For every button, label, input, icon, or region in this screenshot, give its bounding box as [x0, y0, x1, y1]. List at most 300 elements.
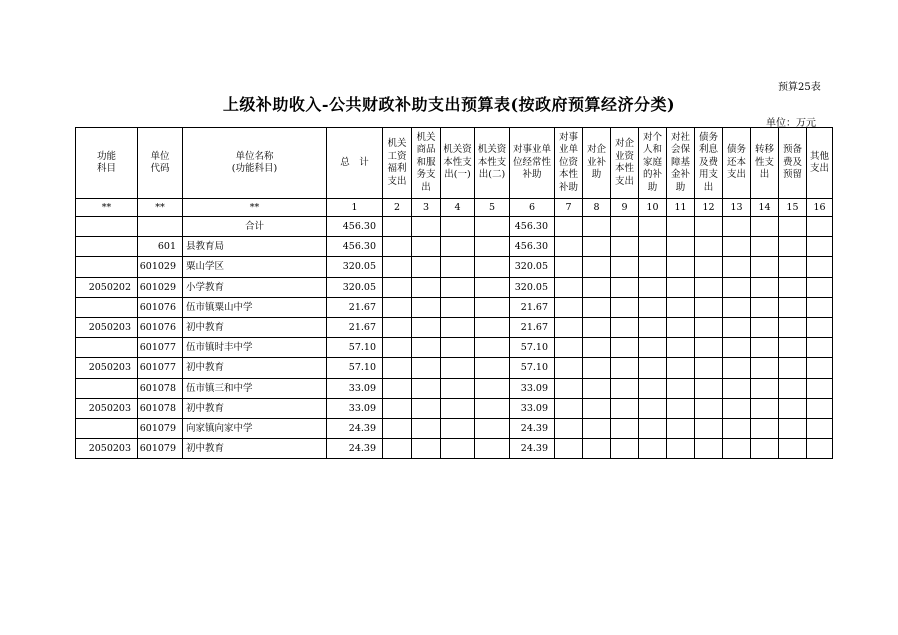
index-cell: 5 — [475, 199, 510, 217]
empty-cell — [475, 398, 510, 418]
empty-cell — [723, 419, 751, 439]
table-row — [76, 257, 833, 277]
empty-cell — [383, 398, 412, 418]
total-cell: 33.09 — [327, 398, 383, 418]
empty-cell — [779, 439, 807, 459]
empty-cell — [611, 419, 639, 439]
empty-cell — [779, 217, 807, 237]
column-header-label: 单位名称 (功能科目) — [231, 150, 278, 174]
institution-subsidy-cell: 33.09 — [510, 398, 555, 418]
index-cell: ** — [76, 199, 138, 217]
empty-cell — [807, 277, 833, 297]
index-cell: 13 — [723, 199, 751, 217]
index-cell: 14 — [751, 199, 779, 217]
index-cell: 11 — [667, 199, 695, 217]
column-header — [667, 128, 695, 199]
column-header-label: 机关资 本性支 出(二) — [477, 144, 507, 181]
column-header — [327, 128, 383, 199]
empty-cell — [695, 277, 723, 297]
total-cell: 320.05 — [327, 277, 383, 297]
empty-cell — [383, 237, 412, 257]
column-header-label: 机关 商品 和服 务支 出 — [416, 131, 436, 193]
empty-cell — [583, 318, 611, 338]
index-cell: 2 — [383, 199, 412, 217]
empty-cell — [583, 217, 611, 237]
empty-cell — [779, 277, 807, 297]
empty-cell — [555, 237, 583, 257]
empty-cell — [807, 257, 833, 277]
empty-cell — [583, 237, 611, 257]
empty-cell — [667, 297, 695, 317]
unit-code-cell: 601 — [138, 237, 183, 257]
total-cell: 320.05 — [327, 257, 383, 277]
institution-subsidy-cell: 24.39 — [510, 439, 555, 459]
empty-cell — [779, 398, 807, 418]
column-header — [639, 128, 667, 199]
empty-cell — [723, 439, 751, 459]
unit-code-cell: 601078 — [138, 378, 183, 398]
empty-cell — [611, 257, 639, 277]
func-code-cell: 2050203 — [76, 439, 138, 459]
column-header — [183, 128, 327, 199]
empty-cell — [583, 257, 611, 277]
empty-cell — [441, 217, 475, 237]
column-header-label: 机关资 本性支 出(一) — [443, 144, 472, 181]
index-cell: 12 — [695, 199, 723, 217]
empty-cell — [639, 439, 667, 459]
empty-cell — [475, 257, 510, 277]
empty-cell — [412, 257, 441, 277]
empty-cell — [807, 419, 833, 439]
empty-cell — [611, 398, 639, 418]
empty-cell — [555, 318, 583, 338]
institution-subsidy-cell: 21.67 — [510, 318, 555, 338]
column-header-label: 对个 人和 家庭 的补 助 — [642, 131, 662, 193]
unit-code-cell: 601078 — [138, 398, 183, 418]
empty-cell — [695, 257, 723, 277]
empty-cell — [412, 378, 441, 398]
index-cell: 1 — [327, 199, 383, 217]
empty-cell — [723, 297, 751, 317]
empty-cell — [555, 398, 583, 418]
empty-cell — [383, 217, 412, 237]
empty-cell — [583, 338, 611, 358]
empty-cell — [807, 378, 833, 398]
func-code-cell — [76, 297, 138, 317]
empty-cell — [611, 378, 639, 398]
empty-cell — [751, 419, 779, 439]
budget-table — [75, 127, 833, 459]
column-header-label: 机关 工资 福利 支出 — [387, 138, 407, 187]
index-cell: 7 — [555, 199, 583, 217]
empty-cell — [583, 378, 611, 398]
column-header-label: 债务 利息 及费 用支 出 — [698, 131, 718, 193]
unit-code-cell: 601029 — [138, 257, 183, 277]
empty-cell — [751, 257, 779, 277]
column-header — [611, 128, 639, 199]
empty-cell — [751, 318, 779, 338]
unit-name-cell: 向家镇向家中学 — [183, 419, 327, 439]
empty-cell — [383, 419, 412, 439]
empty-cell — [695, 439, 723, 459]
index-row — [76, 199, 833, 217]
empty-cell — [383, 338, 412, 358]
table-row — [76, 378, 833, 398]
column-header — [723, 128, 751, 199]
column-header — [583, 128, 611, 199]
empty-cell — [639, 358, 667, 378]
empty-cell — [667, 378, 695, 398]
unit-name-cell: 初中教育 — [183, 358, 327, 378]
unit-name-cell: 粟山学区 — [183, 257, 327, 277]
func-code-cell — [76, 217, 138, 237]
empty-cell — [412, 217, 441, 237]
empty-cell — [667, 257, 695, 277]
empty-cell — [555, 277, 583, 297]
total-cell: 24.39 — [327, 439, 383, 459]
empty-cell — [695, 237, 723, 257]
empty-cell — [639, 318, 667, 338]
table-row — [76, 419, 833, 439]
empty-cell — [555, 439, 583, 459]
empty-cell — [611, 318, 639, 338]
index-cell: 16 — [807, 199, 833, 217]
empty-cell — [441, 277, 475, 297]
empty-cell — [583, 398, 611, 418]
empty-cell — [383, 257, 412, 277]
table-row — [76, 358, 833, 378]
empty-cell — [475, 338, 510, 358]
empty-cell — [583, 297, 611, 317]
empty-cell — [807, 318, 833, 338]
empty-cell — [583, 439, 611, 459]
empty-cell — [475, 318, 510, 338]
empty-cell — [695, 338, 723, 358]
column-header-label: 转移 性支 出 — [754, 144, 774, 181]
func-code-cell: 2050203 — [76, 318, 138, 338]
table-row — [76, 318, 833, 338]
institution-subsidy-cell: 57.10 — [510, 338, 555, 358]
empty-cell — [412, 297, 441, 317]
empty-cell — [639, 378, 667, 398]
column-header — [751, 128, 779, 199]
column-header — [76, 128, 138, 199]
unit-name-cell: 伍市镇粟山中学 — [183, 297, 327, 317]
column-header-label: 功能 科目 — [96, 150, 116, 174]
empty-cell — [667, 439, 695, 459]
empty-cell — [751, 358, 779, 378]
empty-cell — [751, 398, 779, 418]
column-header — [383, 128, 412, 199]
empty-cell — [441, 257, 475, 277]
column-header — [695, 128, 723, 199]
func-code-cell: 2050202 — [76, 277, 138, 297]
column-header — [441, 128, 475, 199]
empty-cell — [412, 237, 441, 257]
table-row — [76, 237, 833, 257]
empty-cell — [639, 237, 667, 257]
page-title: 上级补助收入-公共财政补助支出预算表(按政府预算经济分类) — [222, 95, 676, 114]
unit-code-cell — [138, 217, 183, 237]
empty-cell — [751, 277, 779, 297]
empty-cell — [751, 237, 779, 257]
column-header-label: 对事 业单 位资 本性 补助 — [558, 131, 578, 193]
empty-cell — [723, 398, 751, 418]
index-cell: 8 — [583, 199, 611, 217]
empty-cell — [383, 378, 412, 398]
empty-cell — [383, 439, 412, 459]
empty-cell — [667, 217, 695, 237]
empty-cell — [611, 358, 639, 378]
empty-cell — [639, 297, 667, 317]
empty-cell — [383, 358, 412, 378]
column-header — [807, 128, 833, 199]
table-row — [76, 297, 833, 317]
total-cell: 57.10 — [327, 358, 383, 378]
empty-cell — [555, 217, 583, 237]
table-row — [76, 217, 833, 237]
func-code-cell — [76, 237, 138, 257]
unit-name-cell: 县教育局 — [183, 237, 327, 257]
unit-code-cell: 601077 — [138, 338, 183, 358]
empty-cell — [639, 419, 667, 439]
column-header-label: 单位 代码 — [150, 150, 170, 174]
empty-cell — [475, 419, 510, 439]
index-cell: ** — [138, 199, 183, 217]
empty-cell — [667, 398, 695, 418]
empty-cell — [555, 338, 583, 358]
unit-name-cell: 初中教育 — [183, 439, 327, 459]
empty-cell — [667, 338, 695, 358]
unit-name-cell: 初中教育 — [183, 398, 327, 418]
empty-cell — [611, 439, 639, 459]
empty-cell — [475, 358, 510, 378]
empty-cell — [383, 297, 412, 317]
empty-cell — [695, 419, 723, 439]
column-header-label: 对企 业补 助 — [586, 144, 606, 181]
column-header-label: 对事业单 位经常性 补助 — [512, 144, 551, 181]
empty-cell — [412, 318, 441, 338]
unit-code-cell: 601076 — [138, 297, 183, 317]
column-header-label: 总 计 — [340, 156, 369, 168]
empty-cell — [611, 297, 639, 317]
unit-code-cell: 601029 — [138, 277, 183, 297]
column-header-label: 预备 费及 预留 — [782, 144, 802, 181]
institution-subsidy-cell: 21.67 — [510, 297, 555, 317]
empty-cell — [807, 297, 833, 317]
index-cell: 6 — [510, 199, 555, 217]
empty-cell — [555, 297, 583, 317]
empty-cell — [667, 358, 695, 378]
column-header-label: 对社 会保 障基 金补 助 — [670, 131, 690, 193]
total-cell: 33.09 — [327, 378, 383, 398]
empty-cell — [412, 338, 441, 358]
empty-cell — [583, 419, 611, 439]
empty-cell — [412, 398, 441, 418]
empty-cell — [695, 398, 723, 418]
empty-cell — [639, 257, 667, 277]
empty-cell — [695, 318, 723, 338]
empty-cell — [695, 217, 723, 237]
column-header-label: 债务 还本 支出 — [726, 144, 746, 181]
column-header-label: 其他 支出 — [809, 150, 829, 174]
institution-subsidy-cell: 57.10 — [510, 358, 555, 378]
empty-cell — [441, 439, 475, 459]
index-cell: 3 — [412, 199, 441, 217]
index-cell: 10 — [639, 199, 667, 217]
total-cell: 456.30 — [327, 237, 383, 257]
empty-cell — [695, 378, 723, 398]
empty-cell — [695, 358, 723, 378]
empty-cell — [667, 277, 695, 297]
empty-cell — [779, 297, 807, 317]
empty-cell — [723, 318, 751, 338]
unit-code-cell: 601079 — [138, 419, 183, 439]
total-cell: 24.39 — [327, 419, 383, 439]
empty-cell — [751, 378, 779, 398]
header-row — [76, 128, 833, 199]
empty-cell — [441, 338, 475, 358]
empty-cell — [475, 378, 510, 398]
empty-cell — [723, 257, 751, 277]
empty-cell — [723, 217, 751, 237]
empty-cell — [779, 257, 807, 277]
empty-cell — [475, 439, 510, 459]
column-header — [138, 128, 183, 199]
func-code-cell — [76, 338, 138, 358]
column-header — [475, 128, 510, 199]
unit-name-cell: 小学教育 — [183, 277, 327, 297]
index-cell: 9 — [611, 199, 639, 217]
empty-cell — [779, 419, 807, 439]
empty-cell — [751, 338, 779, 358]
empty-cell — [555, 378, 583, 398]
institution-subsidy-cell: 320.05 — [510, 277, 555, 297]
empty-cell — [779, 358, 807, 378]
empty-cell — [475, 297, 510, 317]
empty-cell — [723, 378, 751, 398]
empty-cell — [555, 419, 583, 439]
total-cell: 21.67 — [327, 318, 383, 338]
empty-cell — [751, 297, 779, 317]
table-row — [76, 398, 833, 418]
empty-cell — [412, 277, 441, 297]
institution-subsidy-cell: 456.30 — [510, 237, 555, 257]
form-number: 预算25表 — [778, 82, 821, 93]
empty-cell — [807, 217, 833, 237]
empty-cell — [639, 277, 667, 297]
empty-cell — [383, 277, 412, 297]
total-cell: 57.10 — [327, 338, 383, 358]
empty-cell — [723, 277, 751, 297]
empty-cell — [583, 277, 611, 297]
empty-cell — [807, 237, 833, 257]
empty-cell — [412, 419, 441, 439]
index-cell: 4 — [441, 199, 475, 217]
institution-subsidy-cell: 33.09 — [510, 378, 555, 398]
func-code-cell: 2050203 — [76, 398, 138, 418]
empty-cell — [723, 237, 751, 257]
unit-code-cell: 601076 — [138, 318, 183, 338]
column-header — [412, 128, 441, 199]
empty-cell — [779, 318, 807, 338]
empty-cell — [441, 419, 475, 439]
empty-cell — [639, 398, 667, 418]
empty-cell — [723, 358, 751, 378]
empty-cell — [807, 398, 833, 418]
empty-cell — [441, 237, 475, 257]
empty-cell — [639, 217, 667, 237]
index-cell: ** — [183, 199, 327, 217]
empty-cell — [412, 439, 441, 459]
empty-cell — [807, 358, 833, 378]
empty-cell — [555, 358, 583, 378]
column-header — [779, 128, 807, 199]
empty-cell — [441, 318, 475, 338]
empty-cell — [475, 217, 510, 237]
empty-cell — [667, 419, 695, 439]
total-cell: 21.67 — [327, 297, 383, 317]
institution-subsidy-cell: 456.30 — [510, 217, 555, 237]
empty-cell — [779, 338, 807, 358]
empty-cell — [412, 358, 441, 378]
empty-cell — [441, 358, 475, 378]
empty-cell — [583, 358, 611, 378]
empty-cell — [555, 257, 583, 277]
empty-cell — [611, 338, 639, 358]
empty-cell — [475, 237, 510, 257]
empty-cell — [779, 237, 807, 257]
func-code-cell — [76, 257, 138, 277]
empty-cell — [441, 378, 475, 398]
empty-cell — [807, 338, 833, 358]
empty-cell — [383, 318, 412, 338]
unit-name-cell: 伍市镇时丰中学 — [183, 338, 327, 358]
empty-cell — [667, 318, 695, 338]
institution-subsidy-cell: 24.39 — [510, 419, 555, 439]
table-row — [76, 338, 833, 358]
empty-cell — [779, 378, 807, 398]
column-header-label: 对企业资 本性 支出 — [614, 138, 634, 187]
func-code-cell — [76, 378, 138, 398]
empty-cell — [611, 217, 639, 237]
table-row — [76, 277, 833, 297]
func-code-cell — [76, 419, 138, 439]
unit-code-cell: 601079 — [138, 439, 183, 459]
empty-cell — [475, 277, 510, 297]
func-code-cell: 2050203 — [76, 358, 138, 378]
empty-cell — [441, 297, 475, 317]
empty-cell — [611, 237, 639, 257]
empty-cell — [751, 217, 779, 237]
empty-cell — [695, 297, 723, 317]
unit-label: 单位：万元 — [766, 118, 816, 129]
unit-name-cell: 合计 — [183, 217, 327, 237]
empty-cell — [723, 338, 751, 358]
empty-cell — [611, 277, 639, 297]
unit-name-cell: 初中教育 — [183, 318, 327, 338]
column-header — [555, 128, 583, 199]
empty-cell — [667, 237, 695, 257]
institution-subsidy-cell: 320.05 — [510, 257, 555, 277]
empty-cell — [751, 439, 779, 459]
total-cell: 456.30 — [327, 217, 383, 237]
unit-code-cell: 601077 — [138, 358, 183, 378]
index-cell: 15 — [779, 199, 807, 217]
column-header — [510, 128, 555, 199]
empty-cell — [441, 398, 475, 418]
unit-name-cell: 伍市镇三和中学 — [183, 378, 327, 398]
